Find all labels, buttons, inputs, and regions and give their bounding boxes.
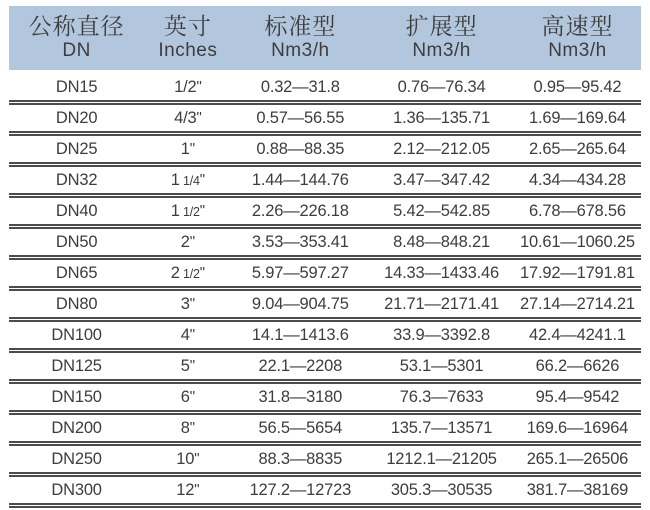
inches-cell: [144, 109, 231, 128]
inches-cell: [144, 140, 231, 159]
inches-cell: [144, 264, 231, 283]
table-row: [9, 322, 641, 353]
inch-mark: ": [189, 325, 195, 343]
dn-cell: DN20: [55, 108, 98, 127]
inch-mark: ": [199, 263, 205, 281]
inches-cell: [144, 357, 231, 376]
standard-range-cell: 14.1—1413.6: [251, 325, 349, 344]
standard-range-cell: 5.97—597.27: [251, 263, 349, 282]
inches-whole: 4/3: [174, 108, 197, 127]
inches-whole: 5: [180, 356, 190, 375]
dn-cell: DN65: [55, 263, 98, 282]
inches-fraction: 1/4: [179, 173, 200, 188]
standard-range-cell: 0.57—56.55: [256, 108, 345, 127]
dn-cell: DN25: [55, 139, 98, 158]
header-extended: [369, 14, 514, 61]
inch-mark: ": [189, 356, 195, 374]
inch-mark: ": [194, 449, 200, 467]
table-row: [9, 136, 641, 167]
header-inches-en: Inches: [158, 40, 218, 62]
extended-range-cell: 305.3—30535: [390, 480, 493, 499]
extended-range-cell: 8.48—848.21: [393, 232, 490, 251]
inches-whole: 1: [180, 139, 190, 158]
highspeed-range-cell: 66.2—6626: [535, 356, 620, 375]
standard-range-cell: 88.3—8835: [258, 449, 343, 468]
standard-range-cell: 9.04—904.75: [251, 294, 349, 313]
header-standard: [231, 14, 369, 61]
inches-whole: 12: [176, 480, 195, 499]
dn-cell: DN200: [51, 418, 102, 437]
dn-cell: DN32: [55, 170, 98, 189]
inch-mark: ": [196, 77, 202, 95]
highspeed-range-cell: 95.4—9542: [535, 387, 620, 406]
highspeed-range-cell: 10.61—1060.25: [520, 232, 635, 251]
inch-mark: ": [189, 232, 195, 250]
table-row: [9, 477, 641, 508]
table-row: [9, 167, 641, 198]
extended-range-cell: 135.7—13571: [390, 418, 493, 437]
extended-range-cell: 1.36—135.71: [393, 108, 490, 127]
inch-mark: ": [189, 387, 195, 405]
table-row: [9, 260, 641, 291]
dn-cell: DN300: [51, 480, 102, 499]
inch-mark: ": [199, 170, 205, 188]
extended-range-cell: 1212.1—21205: [386, 449, 497, 468]
highspeed-range-cell: 169.6—16964: [526, 418, 629, 437]
inches-cell: [144, 481, 231, 500]
table-body: [9, 70, 641, 508]
header-dn-cn: 公称直径: [28, 13, 125, 40]
table-row: [9, 291, 641, 322]
extended-range-cell: 2.12—212.05: [393, 139, 490, 158]
inches-whole: 2: [180, 232, 190, 251]
highspeed-range-cell: 42.4—4241.1: [528, 325, 626, 344]
table-row: [9, 415, 641, 446]
extended-range-cell: 76.3—7633: [399, 387, 484, 406]
extended-range-cell: 53.1—5301: [399, 356, 484, 375]
extended-range-cell: 33.9—3392.8: [393, 325, 490, 344]
header-standard-cn: 标准型: [264, 13, 337, 40]
inches-cell: [144, 78, 231, 97]
table-row: [9, 198, 641, 229]
inch-mark: ": [189, 139, 195, 157]
header-dn: [9, 14, 144, 61]
header-standard-unit: Nm3/h: [271, 40, 330, 62]
dn-cell: DN50: [55, 232, 98, 251]
inch-mark: ": [194, 480, 200, 498]
table-row: [9, 353, 641, 384]
inches-cell: [144, 326, 231, 345]
extended-range-cell: 5.42—542.85: [393, 201, 490, 220]
highspeed-range-cell: 1.69—169.64: [528, 108, 626, 127]
table-header: [9, 6, 641, 70]
inch-mark: ": [199, 201, 205, 219]
extended-range-cell: 3.47—347.42: [393, 170, 490, 189]
dn-cell: DN100: [51, 325, 102, 344]
inches-fraction: 1/2: [179, 204, 200, 219]
flow-spec-table: [9, 6, 641, 508]
inches-cell: [144, 171, 231, 190]
highspeed-range-cell: 17.92—1791.81: [520, 263, 635, 282]
inch-mark: ": [189, 294, 195, 312]
dn-cell: DN125: [51, 356, 102, 375]
header-highspeed: [514, 14, 641, 61]
table-row: [9, 229, 641, 260]
standard-range-cell: 1.44—144.76: [251, 170, 349, 189]
highspeed-range-cell: 2.65—265.64: [528, 139, 626, 158]
dn-cell: DN150: [51, 387, 102, 406]
standard-range-cell: 56.5—5654: [258, 418, 343, 437]
highspeed-range-cell: 27.14—2714.21: [520, 294, 635, 313]
inch-mark: ": [189, 418, 195, 436]
inch-mark: ": [196, 108, 202, 126]
highspeed-range-cell: 0.95—95.42: [533, 77, 622, 96]
inches-cell: [144, 295, 231, 314]
inches-cell: [144, 202, 231, 221]
header-inches-cn: 英寸: [163, 13, 212, 40]
standard-range-cell: 0.88—88.35: [256, 139, 345, 158]
inches-whole: 1: [170, 201, 180, 220]
header-highspeed-cn: 高速型: [541, 13, 614, 40]
highspeed-range-cell: 265.1—26506: [526, 449, 629, 468]
highspeed-range-cell: 4.34—434.28: [528, 170, 626, 189]
inches-whole: 6: [180, 387, 190, 406]
dn-cell: DN15: [55, 77, 98, 96]
inches-fraction: 1/2: [179, 266, 200, 281]
dn-cell: DN250: [51, 449, 102, 468]
table-row: [9, 74, 641, 105]
table-row: [9, 105, 641, 136]
inches-whole: 1/2: [174, 77, 197, 96]
dn-cell: DN40: [55, 201, 98, 220]
highspeed-range-cell: 381.7—38169: [526, 480, 629, 499]
inches-whole: 3: [180, 294, 190, 313]
standard-range-cell: 22.1—2208: [258, 356, 343, 375]
header-dn-en: DN: [62, 40, 91, 62]
extended-range-cell: 21.71—2171.41: [384, 294, 499, 313]
table-row: [9, 384, 641, 415]
extended-range-cell: 0.76—76.34: [397, 77, 486, 96]
standard-range-cell: 31.8—3180: [258, 387, 343, 406]
standard-range-cell: 3.53—353.41: [251, 232, 349, 251]
inches-whole: 8: [180, 418, 190, 437]
inches-whole: 2: [170, 263, 180, 282]
header-highspeed-unit: Nm3/h: [548, 40, 607, 62]
inches-cell: [144, 419, 231, 438]
standard-range-cell: 127.2—12723: [249, 480, 352, 499]
inches-cell: [144, 233, 231, 252]
highspeed-range-cell: 6.78—678.56: [528, 201, 626, 220]
standard-range-cell: 2.26—226.18: [251, 201, 349, 220]
inches-cell: [144, 388, 231, 407]
dn-cell: DN80: [55, 294, 98, 313]
header-extended-cn: 扩展型: [405, 13, 478, 40]
standard-range-cell: 0.32—31.8: [260, 77, 340, 96]
inches-whole: 1: [170, 170, 180, 189]
header-inches: [144, 14, 231, 61]
header-extended-unit: Nm3/h: [412, 40, 471, 62]
table-row: [9, 446, 641, 477]
inches-whole: 4: [180, 325, 190, 344]
inches-cell: [144, 450, 231, 469]
inches-whole: 10: [176, 449, 195, 468]
extended-range-cell: 14.33—1433.46: [384, 263, 499, 282]
